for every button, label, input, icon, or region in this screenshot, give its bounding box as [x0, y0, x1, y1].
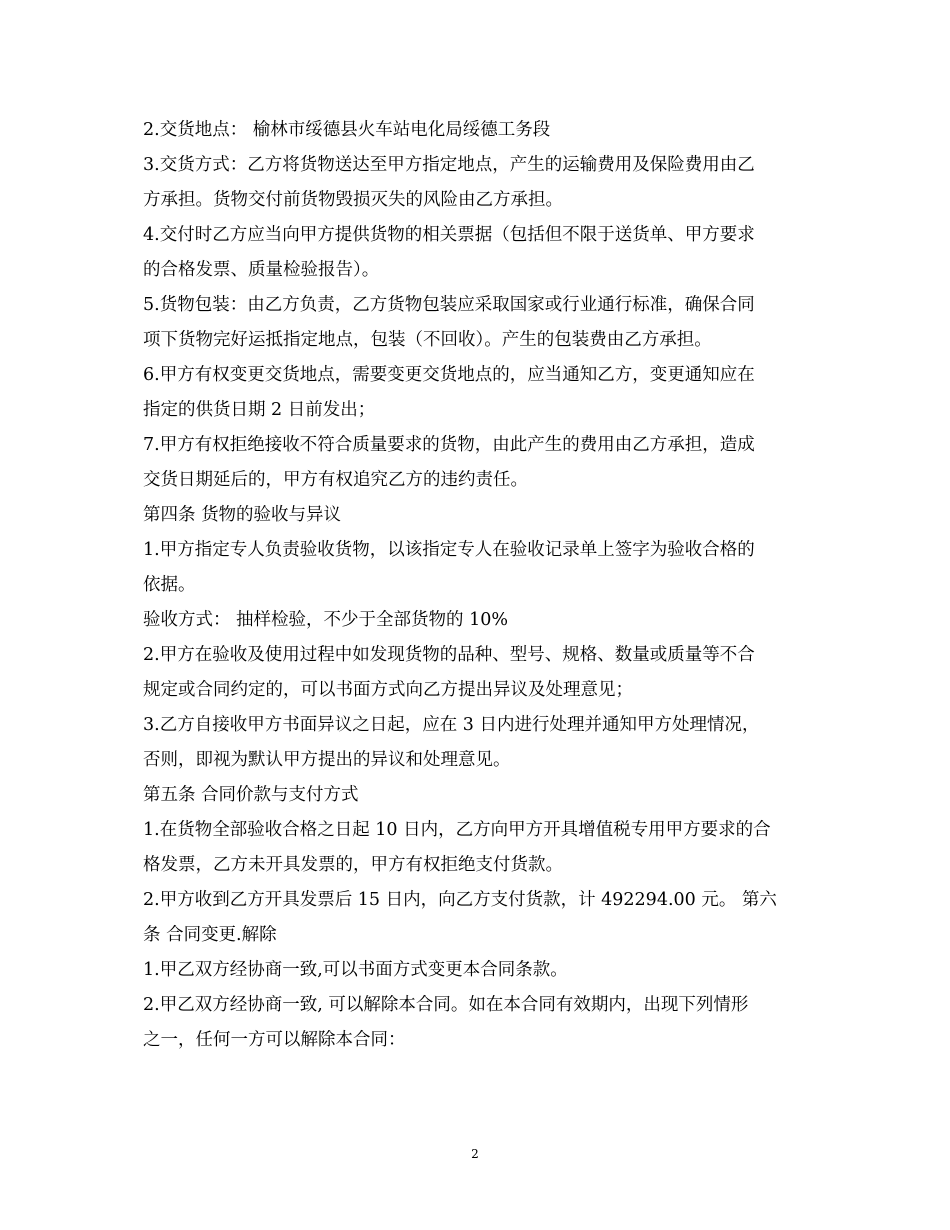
- section-heading: 第五条 合同价款与支付方式: [143, 785, 359, 805]
- text-line: 项下货物完好运抵指定地点，包装（不回收）。产生的包装费由乙方承担。: [143, 330, 712, 350]
- text-line: 否则，即视为默认甲方提出的异议和处理意见。: [143, 750, 511, 770]
- text-line: 方承担。货物交付前货物毁损灭失的风险由乙方承担。: [143, 190, 563, 210]
- text-line: 的合格发票、质量检验报告）。: [143, 260, 380, 280]
- text-line: 2.甲方在验收及使用过程中如发现货物的品种、型号、规格、数量或质量等不合: [143, 645, 755, 665]
- section-heading: 第四条 货物的验收与异议: [143, 505, 342, 525]
- text-line: 验收方式： 抽样检验，不少于全部货物的 10%: [143, 610, 509, 630]
- text-line: 3.乙方自接收甲方书面异议之日起，应在 3 日内进行处理并通知甲方处理情况，: [143, 715, 760, 735]
- text-line: 2.交货地点： 榆林市绥德县火车站电化局绥德工务段: [143, 120, 551, 140]
- text-line: 交货日期延后的，甲方有权追究乙方的违约责任。: [143, 470, 528, 490]
- document-body: [143, 113, 811, 1058]
- text-line: 1.甲方指定专人负责验收货物，以该指定专人在验收记录单上签字为验收合格的: [143, 540, 755, 560]
- text-line: 7.甲方有权拒绝接收不符合质量要求的货物，由此产生的费用由乙方承担，造成: [143, 435, 755, 455]
- text-line: 1.在货物全部验收合格之日起 10 日内，乙方向甲方开具增值税专用甲方要求的合: [143, 820, 771, 840]
- text-line: 5.货物包装：由乙方负责，乙方货物包装应采取国家或行业通行标准，确保合同: [143, 295, 755, 315]
- text-line: 2.甲乙双方经协商一致, 可以解除本合同。如在本合同有效期内，出现下列情形: [143, 995, 749, 1015]
- text-line: 1.甲乙双方经协商一致,可以书面方式变更本合同条款。: [143, 960, 568, 980]
- text-line: 条 合同变更.解除: [143, 925, 277, 945]
- page-number: 2: [471, 1147, 479, 1161]
- text-line: 规定或合同约定的，可以书面方式向乙方提出异议及处理意见；: [143, 680, 633, 700]
- text-line: 4.交付时乙方应当向甲方提供货物的相关票据（包括但不限于送货单、甲方要求: [143, 225, 755, 245]
- text-line: 6.甲方有权变更交货地点，需要变更交货地点的，应当通知乙方，变更通知应在: [143, 365, 755, 385]
- text-line: 依据。: [143, 575, 196, 595]
- text-line: 指定的供货日期 2 日前发出；: [143, 400, 376, 420]
- text-line: 3.交货方式：乙方将货物送达至甲方指定地点，产生的运输费用及保险费用由乙: [143, 155, 755, 175]
- text-line: 之一，任何一方可以解除本合同：: [143, 1030, 406, 1050]
- text-line: 2.甲方收到乙方开具发票后 15 日内，向乙方支付货款，计 492294.00 元。 第六: [143, 890, 777, 910]
- text-line: 格发票，乙方未开具发票的，甲方有权拒绝支付货款。: [143, 855, 563, 875]
